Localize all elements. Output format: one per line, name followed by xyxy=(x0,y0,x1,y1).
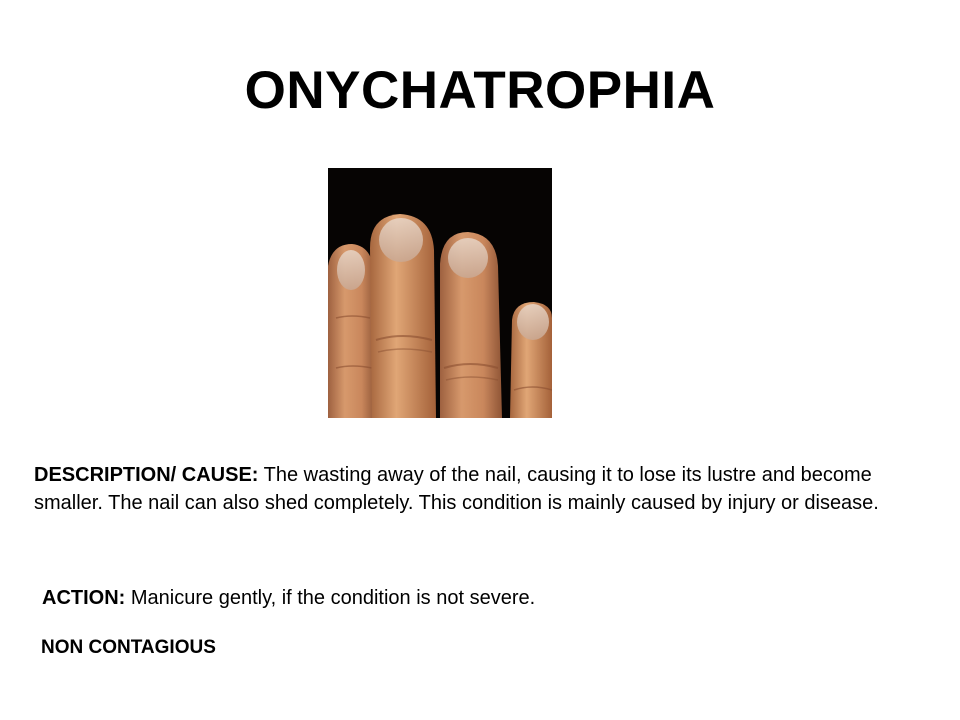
contagion-status: NON CONTAGIOUS xyxy=(41,637,216,658)
description-label: DESCRIPTION/ CAUSE: xyxy=(34,464,259,486)
nail-shape xyxy=(337,250,365,290)
slide-title: ONYCHATROPHIA xyxy=(244,61,716,120)
action-paragraph xyxy=(42,585,902,611)
action-label: ACTION: xyxy=(42,587,126,609)
nail-shape xyxy=(448,238,488,278)
nail-condition-photo xyxy=(328,168,552,418)
nail-shape xyxy=(379,218,423,262)
nail-shape xyxy=(517,304,549,340)
action-text: Manicure gently, if the condition is not severe. xyxy=(125,587,536,609)
description-paragraph xyxy=(34,461,914,517)
description-text: The wasting away of the nail, causing it to lose its lustre and become smaller. The nail can also shed completely. This condition is mainly caused by injury or disease. xyxy=(34,464,879,514)
